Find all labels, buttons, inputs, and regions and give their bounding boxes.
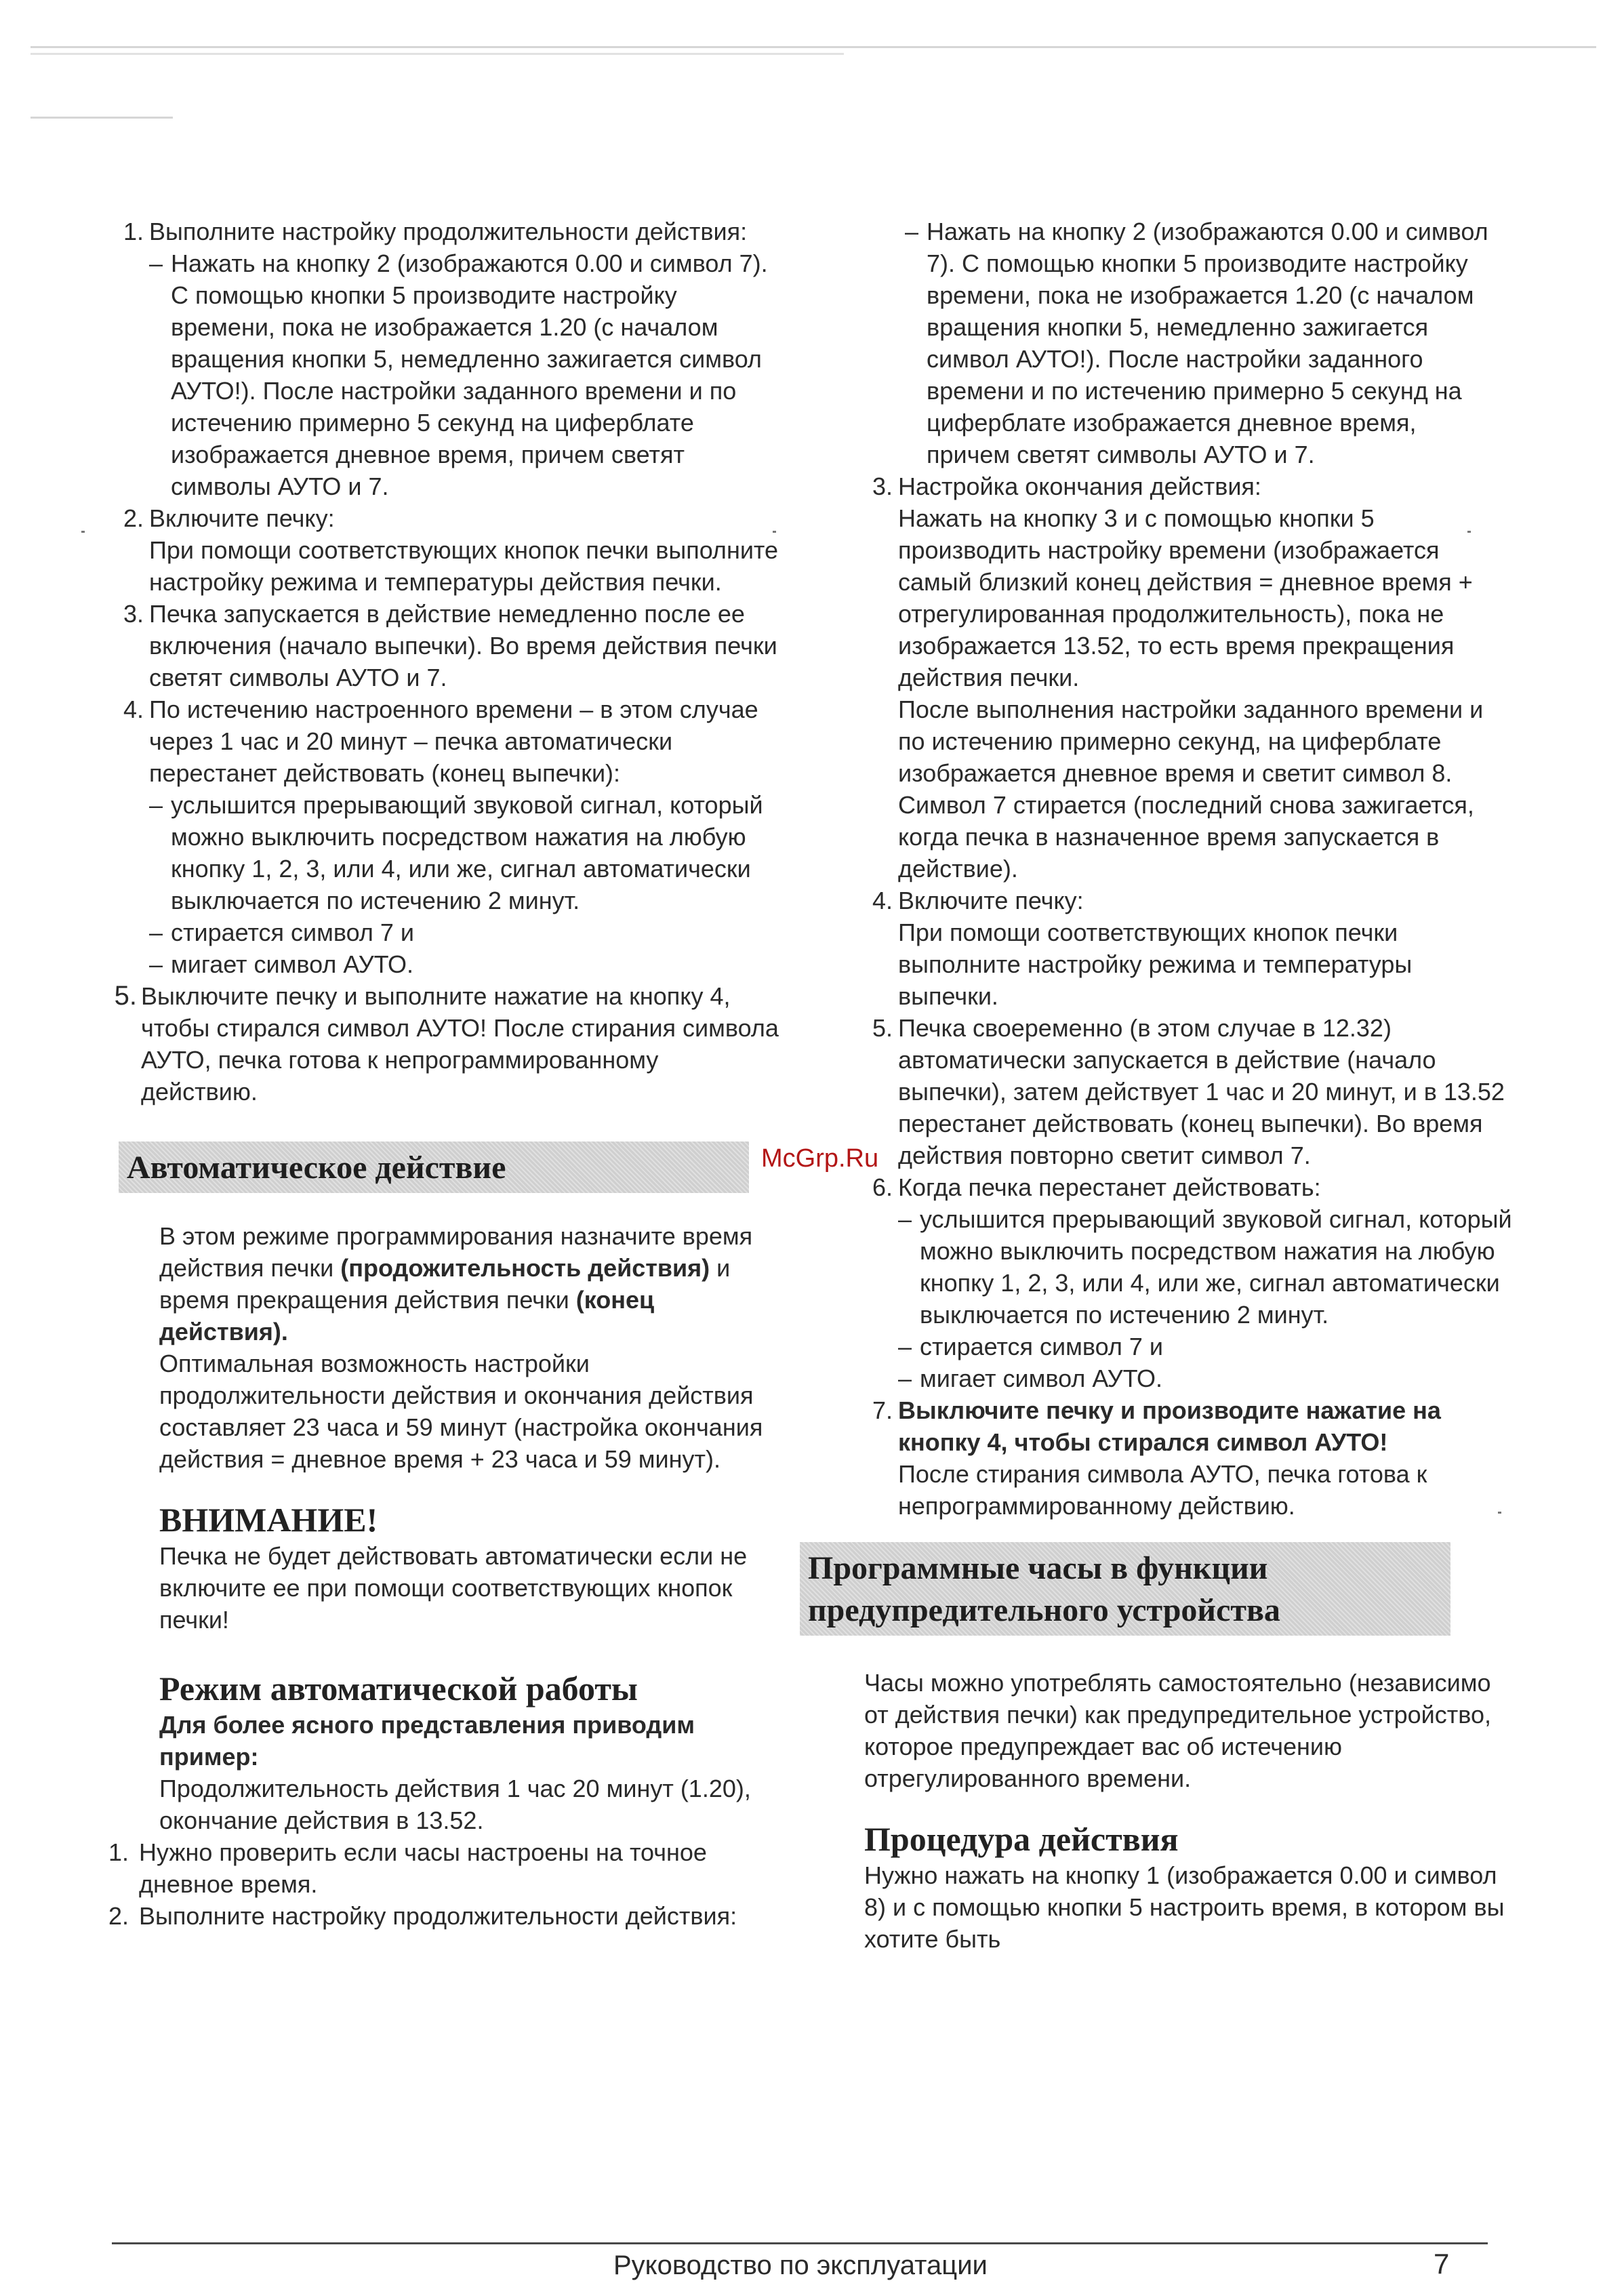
step-text: По истечению настроенного времени – в этом случае через 1 час и 20 минут – печка автоматически перестанет действовать (конец выпечки): xyxy=(149,695,758,787)
right-step-5 xyxy=(851,1012,1515,1171)
right-step-7 xyxy=(851,1394,1515,1522)
clock-text: Часы можно употреблять самостоятельно (независимо от действия печки) как предупредительное устройство, которое предупреждает вас об истечению отрегулированного времени. xyxy=(864,1669,1491,1792)
auto-action-header: Автоматическое действие xyxy=(119,1142,749,1193)
auto-action-paragraph-1: В этом режиме программирования назначите время действия печки (продожительность действия) и время прекращения действия печки (конец действия). xyxy=(159,1222,753,1346)
step-sub-item: – мигает символ АУТО. xyxy=(149,950,414,978)
step-text: Когда печка перестанет действовать: xyxy=(898,1173,1321,1201)
auto-action-body xyxy=(102,1193,779,1932)
mode-text: Продолжительность действия 1 час 20 минут (1.20), окончание действия в 13.52. xyxy=(159,1775,751,1834)
right-step-4 xyxy=(851,885,1515,1012)
left-step-2 xyxy=(102,502,779,598)
step-number: 1. xyxy=(123,218,144,245)
step-text: Нужно проверить если часы настроены на точное дневное время. xyxy=(139,1838,707,1898)
clock-header xyxy=(800,1542,1450,1636)
mode-step-1 xyxy=(102,1836,779,1900)
step-number: 2. xyxy=(123,504,144,532)
step-number: 5. xyxy=(872,1014,893,1042)
scan-artifact-line xyxy=(31,117,173,119)
left-step-4 xyxy=(102,693,779,980)
scan-speck xyxy=(81,531,85,533)
step-sub-item: – стирается символ 7 и xyxy=(898,1333,1163,1360)
watermark: McGrp.Ru xyxy=(761,1144,879,1173)
step-text: Выключите печку и выполните нажатие на кнопку 4, чтобы стирался символ АУТО! После стирания символа АУТО, печка готова к непрограммированному действию. xyxy=(141,982,779,1106)
step-text-2: После стирания символа АУТО, печка готова к непрограммированному действию. xyxy=(898,1460,1427,1520)
step-bold-text: Выключите печку и производите нажатие на кнопку 4, чтобы стирался символ АУТО! xyxy=(898,1396,1441,1456)
step-number: 6. xyxy=(872,1173,893,1201)
step-number: 1. xyxy=(108,1838,129,1866)
step-text-2: При помощи соответствующих кнопок печки выполните настройку режима и температуры действия печки. xyxy=(149,536,779,596)
step-text-2: Нажать на кнопку 3 и с помощью кнопки 5 производить настройку времени (изображается самый близкий конец действия = дневное время + отрегулированная продолжительность), пока не изображается 13.52, то есть время прекращения действия печки. xyxy=(898,504,1473,691)
step-text: Печка своеременно (в этом случае в 12.32) автоматически запускается в действие (начало выпечки), затем действует 1 час и 20 минут, и в 13.52 перестанет действовать (конец выпечки). Во время действия повторно светит символ 7. xyxy=(898,1014,1505,1169)
right-step-3 xyxy=(851,470,1515,885)
right-step-6 xyxy=(851,1171,1515,1394)
warning-title: ВНИМАНИЕ! xyxy=(159,1501,378,1539)
step-text: Выполните настройку продолжительности действия: xyxy=(149,218,748,245)
mode-title: Режим автоматической работы xyxy=(159,1670,638,1708)
left-step-3 xyxy=(102,598,779,693)
step-number: 4. xyxy=(872,887,893,914)
step-number: 5. xyxy=(114,981,137,1011)
left-step-1 xyxy=(102,216,779,502)
step-sub-item: – услышится прерывающий звуковой сигнал, который можно выключить посредством нажатия на любую кнопку 1, 2, 3, или 4, или же, сигнал автоматически выключается по истечению 2 минут. xyxy=(149,791,763,914)
procedure-title: Процедура действия xyxy=(864,1820,1179,1858)
step-number: 2. xyxy=(108,1902,129,1930)
step-text-2: При помощи соответствующих кнопок печки выполните настройку режима и температуры выпечки. xyxy=(898,918,1413,1010)
auto-action-paragraph-2: Оптимальная возможность настройки продолжительности действия и окончания действия составляет 23 часа и 59 минут (настройка окончания действия = дневное время + 23 часа и 59 минут). xyxy=(159,1350,763,1473)
procedure-text: Нужно нажать на кнопку 1 (изображается 0.00 и символ 8) и с помощью кнопки 5 настроить время, в котором вы хотите быть xyxy=(864,1861,1505,1953)
right-top-sub-item: – Нажать на кнопку 2 (изображаются 0.00 и символ 7). С помощью кнопки 5 производите настройку времени, пока не изображается 1.20 (с началом вращения кнопки 5, немедленно зажигается символ АУТО!). После настройки заданного времени и по истечению примерно 5 секунд на циферблате изображается дневное время, причем светят символы АУТО и 7. xyxy=(905,218,1488,468)
mode-step-2 xyxy=(102,1900,779,1932)
step-text: Включите печку: xyxy=(149,504,335,532)
step-text-4: Символ 7 стирается (последний снова зажигается, когда печка в назначенное время запускается в действие). xyxy=(898,791,1474,883)
step-sub-item: – Нажать на кнопку 2 (изображаются 0.00 и символ 7). С помощью кнопки 5 производите настройку времени, пока не изображается 1.20 (с началом вращения кнопки 5, немедленно зажигается символ АУТО!). После настройки заданного времени и по истечению примерно 5 секунд на циферблате изображается дневное время, причем светят символы АУТО и 7. xyxy=(149,249,768,500)
step-text: Включите печку: xyxy=(898,887,1084,914)
left-step-5 xyxy=(102,980,779,1108)
left-column xyxy=(102,216,779,1932)
step-text: Печка запускается в действие немедленно после ее включения (начало выпечки). Во время действия печки светят символы АУТО и 7. xyxy=(149,600,777,691)
step-number: 3. xyxy=(872,472,893,500)
page-number: 7 xyxy=(1434,2248,1450,2280)
step-text-3: После выполнения настройки заданного времени и по истечению примерно секунд, на циферблате изображается дневное время и светит символ 8. xyxy=(898,695,1484,787)
footer-text: Руководство по эксплуатации xyxy=(613,2250,988,2280)
clock-header-line-2: предупредительного устройства xyxy=(808,1592,1280,1628)
mode-bold-intro: Для более ясного представления приводим пример: xyxy=(159,1711,695,1771)
step-sub-item: – мигает символ АУТО. xyxy=(898,1365,1163,1392)
step-text: Настройка окончания действия: xyxy=(898,472,1261,500)
clock-header-line-1: Программные часы в функции xyxy=(808,1550,1268,1586)
clock-body xyxy=(837,1636,1515,1955)
footer-rule xyxy=(112,2242,1488,2244)
step-number: 7. xyxy=(872,1396,893,1424)
warning-text: Печка не будет действовать автоматически если не включите ее при помощи соответствующих кнопок печки! xyxy=(159,1542,748,1634)
step-sub-item: – услышится прерывающий звуковой сигнал, который можно выключить посредством нажатия на любую кнопку 1, 2, 3, или 4, или же, сигнал автоматически выключается по истечению 2 минут. xyxy=(898,1205,1512,1329)
scan-artifact-line xyxy=(31,53,844,55)
step-number: 4. xyxy=(123,695,144,723)
step-number: 3. xyxy=(123,600,144,628)
step-sub-item: – стирается символ 7 и xyxy=(149,918,414,946)
scan-artifact-line xyxy=(31,46,1596,48)
step-text: Выполните настройку продолжительности действия: xyxy=(139,1902,737,1930)
